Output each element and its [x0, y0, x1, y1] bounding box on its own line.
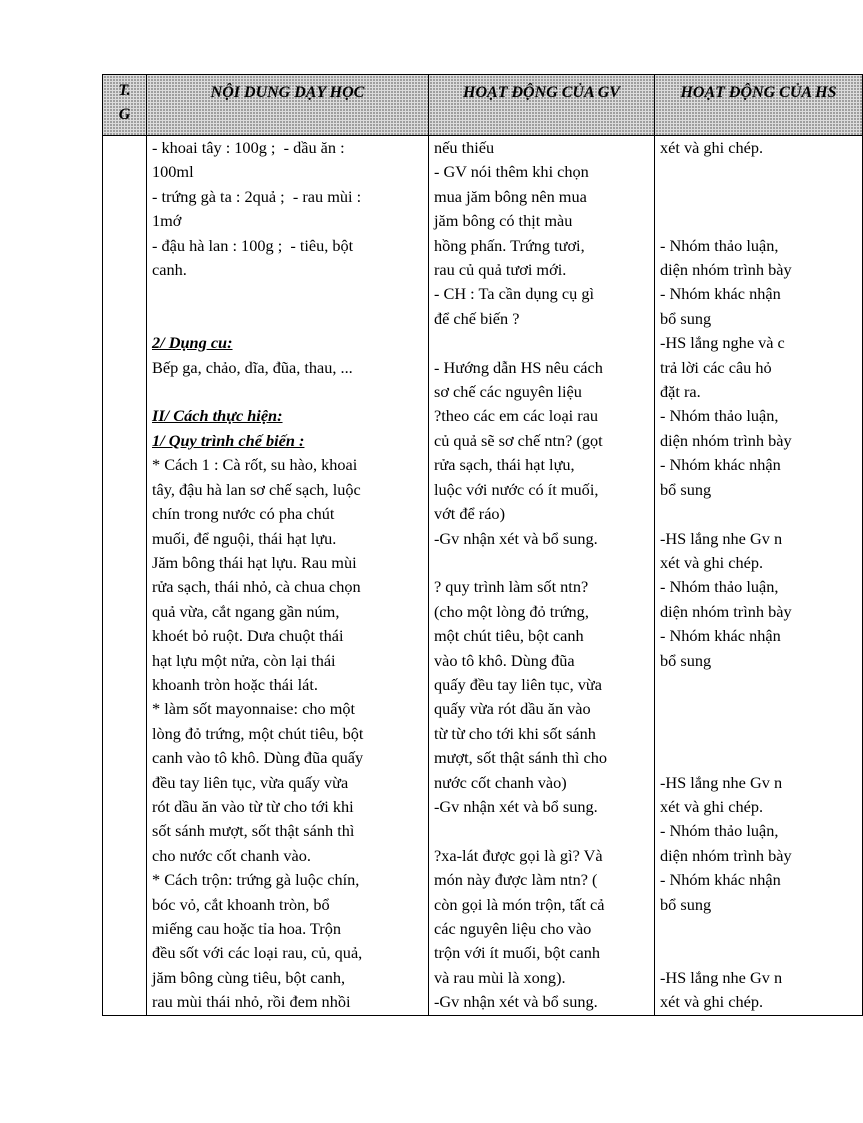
- teacher-line: [434, 551, 650, 575]
- content-line: [152, 380, 424, 404]
- student-line: -HS lắng nhe Gv n: [660, 528, 783, 548]
- content-line: khoét bỏ ruột. Dưa chuột thái: [152, 626, 344, 646]
- content-line: 100ml: [152, 162, 194, 182]
- content-line: canh vào tô khô. Dùng đũa quấy: [152, 748, 364, 768]
- content-line: [152, 307, 424, 331]
- student-line: [660, 185, 858, 209]
- content-line: đều tay liên tục, vừa quấy vừa: [152, 772, 349, 792]
- teacher-line: còn gọi là món trộn, tất cả: [434, 894, 605, 914]
- header-tg-line1: T.: [118, 82, 131, 99]
- student-line: - Nhóm thảo luận,: [660, 821, 779, 841]
- teacher-line: vớt để ráo): [434, 504, 505, 524]
- content-line: rau mùi thái nhỏ, rồi đem nhồi: [152, 992, 351, 1012]
- content-line: chín trong nước có pha chút: [152, 504, 335, 524]
- teacher-line: quấy đều tay liên tục, vừa: [434, 674, 602, 694]
- teacher-line: vào tô khô. Dùng đũa: [434, 650, 575, 670]
- student-line: -HS lắng nghe và c: [660, 333, 785, 353]
- teacher-line: [434, 331, 650, 355]
- teacher-line: các nguyên liệu cho vào: [434, 919, 592, 938]
- content-line: * Cách 1 : Cà rốt, su hào, khoai: [152, 455, 358, 475]
- content-line: quả vừa, cắt ngang gần núm,: [152, 601, 340, 621]
- teacher-line: sơ chế các nguyên liệu: [434, 382, 582, 402]
- teacher-lines: [429, 136, 654, 1015]
- teacher-line: [434, 819, 650, 843]
- teacher-line: mua jăm bông nên mua: [434, 186, 587, 206]
- student-line: [660, 917, 858, 941]
- lesson-table-frame: [102, 74, 837, 1012]
- teacher-line: trộn với ít muối, bột canh: [434, 943, 600, 963]
- teacher-line: củ quả sẽ sơ chế ntn? (gọt: [434, 430, 603, 450]
- student-line: bổ sung: [660, 650, 712, 670]
- teacher-line: món này được làm ntn? (: [434, 870, 598, 890]
- teacher-line: rửa sạch, thái hạt lựu,: [434, 455, 575, 475]
- content-line: 2/ Dụng cu:: [152, 333, 233, 353]
- teacher-line: để chế biến ?: [434, 308, 520, 328]
- content-line: cho nước cốt chanh vào.: [152, 845, 311, 865]
- content-line: - đậu hà lan : 100g ; - tiêu, bột: [152, 235, 354, 255]
- tg-cell: [103, 136, 147, 1016]
- teacher-line: nếu thiếu: [434, 138, 495, 157]
- teacher-line: quấy vừa rót dầu ăn vào: [434, 699, 591, 719]
- student-line: diện nhóm trình bày: [660, 260, 792, 280]
- content-line: bóc vỏ, cắt khoanh tròn, bổ: [152, 894, 330, 914]
- content-line: * làm sốt mayonnaise: cho một: [152, 699, 356, 719]
- content-line: rót dầu ăn vào từ từ cho tới khi: [152, 796, 354, 816]
- student-line: xét và ghi chép.: [660, 992, 764, 1012]
- teacher-line: mượt, sốt thật sánh thì cho: [434, 748, 607, 768]
- teacher-line: - GV nói thêm khi chọn: [434, 162, 589, 182]
- student-line: xét và ghi chép.: [660, 552, 764, 572]
- student-line: [660, 160, 858, 184]
- content-line: Bếp ga, chảo, dĩa, đũa, thau, ...: [152, 357, 353, 377]
- header-student: HOẠT ĐỘNG CỦA HS: [655, 75, 863, 136]
- content-line: jăm bông cùng tiêu, bột canh,: [152, 967, 346, 987]
- student-line: diện nhóm trình bày: [660, 601, 792, 621]
- student-line: bổ sung: [660, 479, 712, 499]
- lesson-table: [102, 74, 863, 1016]
- header-tg: [103, 75, 147, 136]
- header-teacher: HOẠT ĐỘNG CỦA GV: [429, 75, 655, 136]
- student-line: - Nhóm khác nhận: [660, 284, 781, 304]
- student-line: trả lời các câu hỏ: [660, 357, 772, 377]
- student-line: -HS lắng nhe Gv n: [660, 967, 783, 987]
- student-line: - Nhóm khác nhận: [660, 870, 781, 890]
- student-line: bổ sung: [660, 308, 712, 328]
- content-line: [152, 282, 424, 306]
- content-line: khoanh tròn hoặc thái lát.: [152, 674, 318, 694]
- teacher-line: ?theo các em các loại rau: [434, 406, 599, 426]
- content-line: - trứng gà ta : 2quả ; - rau mùi :: [152, 186, 362, 206]
- content-line: muối, để nguội, thái hạt lựu.: [152, 528, 337, 548]
- content-line: 1mớ: [152, 211, 182, 231]
- student-line: diện nhóm trình bày: [660, 845, 792, 865]
- student-line: [660, 941, 858, 965]
- content-line: Jăm bông thái hạt lựu. Rau mùi: [152, 552, 357, 572]
- content-line: miếng cau hoặc tỉa hoa. Trộn: [152, 919, 342, 938]
- table-header-row: [103, 75, 863, 136]
- student-line: - Nhóm khác nhận: [660, 626, 781, 646]
- content-line: - khoai tây : 100g ; - dầu ăn :: [152, 138, 345, 157]
- content-line: hạt lựu một nửa, còn lại thái: [152, 650, 336, 670]
- teacher-line: ? quy trình làm sốt ntn?: [434, 577, 589, 597]
- content-lines: [147, 136, 428, 1015]
- student-line: [660, 746, 858, 770]
- teacher-cell: [429, 136, 655, 1016]
- teacher-line: (cho một lòng đỏ trứng,: [434, 601, 589, 621]
- student-line: - Nhóm thảo luận,: [660, 406, 779, 426]
- student-line: xét và ghi chép.: [660, 796, 764, 816]
- teacher-line: hồng phấn. Trứng tươi,: [434, 235, 585, 255]
- teacher-line: -Gv nhận xét và bổ sung.: [434, 528, 598, 548]
- student-line: - Nhóm thảo luận,: [660, 235, 779, 255]
- content-line: rửa sạch, thái nhỏ, cà chua chọn: [152, 577, 361, 597]
- content-line: * Cách trộn: trứng gà luộc chín,: [152, 870, 360, 890]
- content-cell: [147, 136, 429, 1016]
- student-line: [660, 209, 858, 233]
- student-line: [660, 722, 858, 746]
- student-line: diện nhóm trình bày: [660, 430, 792, 450]
- teacher-line: jăm bông có thịt màu: [434, 211, 573, 231]
- content-line: 1/ Quy trình chế biến :: [152, 430, 305, 450]
- content-line: II/ Cách thực hiện:: [152, 406, 283, 426]
- content-line: lòng đỏ trứng, một chút tiêu, bột: [152, 723, 364, 743]
- student-line: - Nhóm thảo luận,: [660, 577, 779, 597]
- student-line: [660, 502, 858, 526]
- student-line: bổ sung: [660, 894, 712, 914]
- content-line: tây, đậu hà lan sơ chế sạch, luộc: [152, 479, 361, 499]
- teacher-line: -Gv nhận xét và bổ sung.: [434, 992, 598, 1012]
- student-line: [660, 697, 858, 721]
- teacher-line: ?xa-lát được gọi là gì? Và: [434, 845, 603, 865]
- content-line: đều sốt với các loại rau, củ, quả,: [152, 943, 363, 963]
- student-line: -HS lắng nhe Gv n: [660, 772, 783, 792]
- teacher-line: luộc với nước có ít muối,: [434, 479, 599, 499]
- teacher-line: từ từ cho tới khi sốt sánh: [434, 723, 596, 743]
- content-line: canh.: [152, 260, 187, 280]
- student-lines: [655, 136, 862, 1015]
- teacher-line: và rau mùi là xong).: [434, 967, 566, 987]
- header-tg-line2: G: [118, 106, 131, 123]
- header-content: NỘI DUNG DẠY HỌC: [147, 75, 429, 136]
- teacher-line: - CH : Ta cần dụng cụ gì: [434, 284, 594, 304]
- teacher-line: -Gv nhận xét và bổ sung.: [434, 796, 598, 816]
- teacher-line: rau củ quả tươi mới.: [434, 260, 567, 280]
- student-line: đặt ra.: [660, 382, 701, 402]
- teacher-line: nước cốt chanh vào): [434, 772, 567, 792]
- table-body-row: [103, 136, 863, 1016]
- content-line: sốt sánh mượt, sốt thật sánh thì: [152, 821, 355, 841]
- teacher-line: một chút tiêu, bột canh: [434, 626, 584, 646]
- teacher-line: - Hướng dẫn HS nêu cách: [434, 357, 603, 377]
- student-line: [660, 673, 858, 697]
- student-line: xét và ghi chép.: [660, 138, 764, 157]
- student-line: - Nhóm khác nhận: [660, 455, 781, 475]
- student-cell: [655, 136, 863, 1016]
